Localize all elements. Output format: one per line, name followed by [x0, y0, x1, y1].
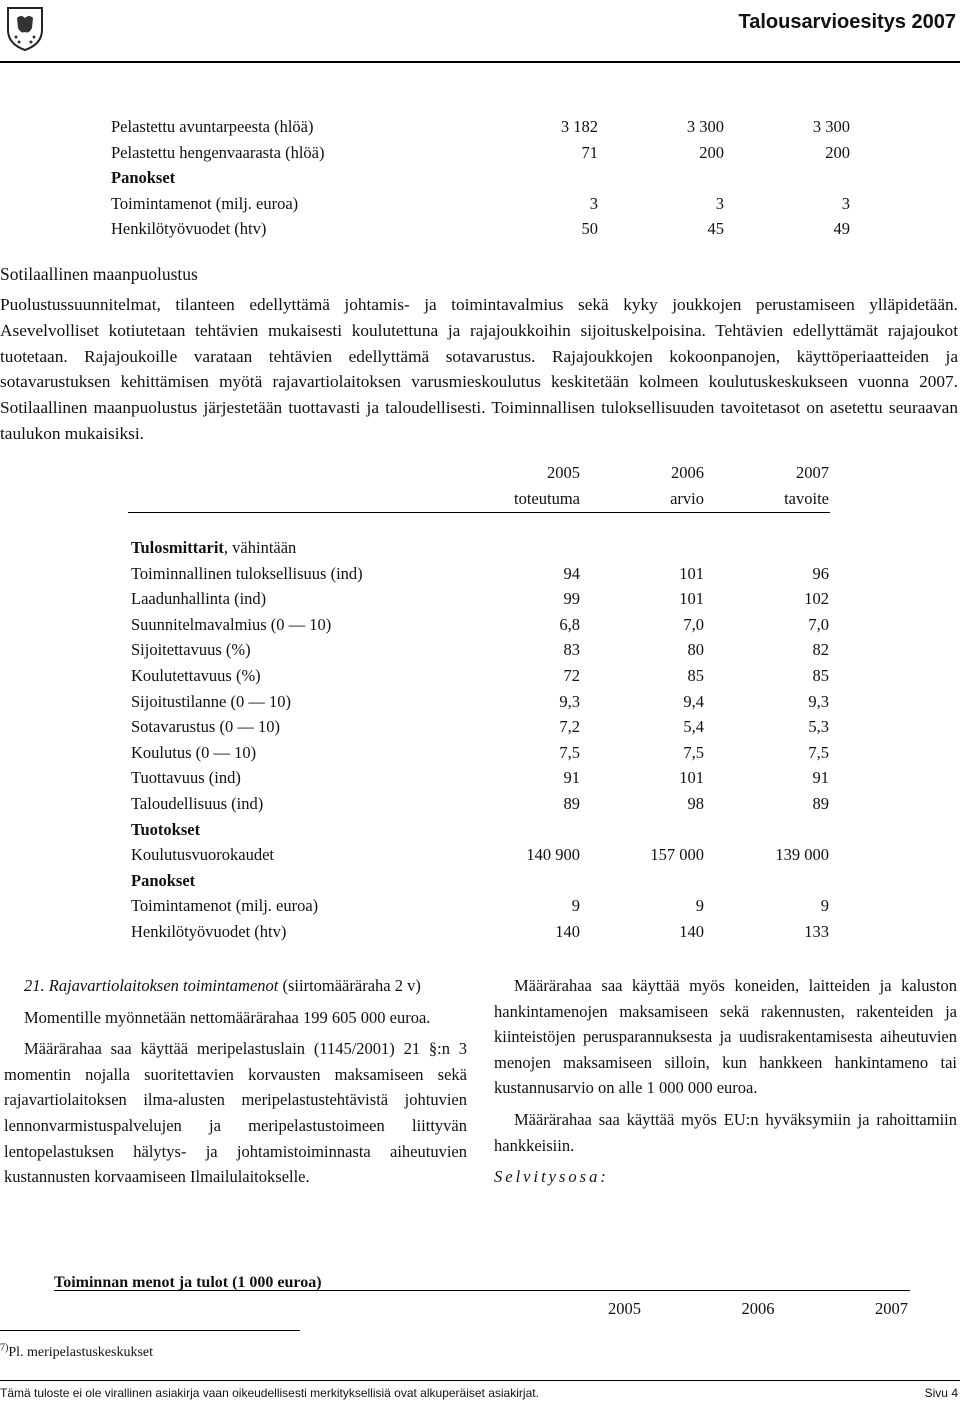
row-label: Koulutus (0 — 10): [131, 742, 257, 762]
row-value: 9,4: [683, 691, 704, 711]
row-value: 91: [563, 768, 580, 788]
table-header-rule: [128, 512, 830, 513]
col-year: 2006: [671, 463, 704, 482]
row-value: 157 000: [650, 845, 704, 865]
col-kind: toteutuma: [514, 488, 580, 508]
col-kind: tavoite: [784, 488, 829, 508]
table-row: [131, 817, 829, 843]
row-label: Pelastettu avuntarpeesta (hlöä): [111, 117, 314, 136]
row-value: 200: [825, 142, 850, 162]
row-label: Taloudellisuus (ind): [131, 793, 264, 813]
row-value: 85: [812, 665, 829, 685]
row-value: 7,0: [808, 614, 829, 634]
row-value: 7,5: [683, 742, 704, 762]
coat-of-arms-icon: [5, 4, 45, 52]
footnote: [0, 1343, 153, 1363]
section-heading: Sotilaallinen maanpuolustus: [0, 264, 198, 284]
row-label: Panokset: [131, 870, 196, 890]
row-value: 80: [687, 640, 704, 660]
item-title: Rajavartiolaitoksen toimintamenot: [48, 976, 279, 995]
footnote-marker: 7): [0, 1342, 9, 1354]
row-label: Toimintamenot (milj. euroa): [111, 193, 299, 213]
table-row: [131, 842, 829, 868]
row-value: 3 182: [560, 117, 598, 136]
footnote-rule: [0, 1330, 300, 1331]
row-value: 140: [679, 921, 704, 941]
table-row: [131, 740, 829, 766]
row-value: 9,3: [559, 691, 580, 711]
bottom-year: 2005: [608, 1299, 641, 1318]
row-value: 7,2: [559, 717, 580, 737]
row-label: Tuotokset: [131, 819, 201, 839]
performance-table: [131, 535, 829, 945]
row-value: 9: [695, 896, 704, 916]
col-header-2006: [604, 460, 704, 511]
item-suffix: (siirtomääräraha 2 v): [282, 976, 421, 995]
row-value: 96: [812, 563, 829, 583]
bottom-year: 2006: [741, 1299, 775, 1318]
page-number: Sivu 4: [924, 1386, 958, 1400]
col-header-2007: [729, 460, 829, 511]
row-value: 49: [833, 219, 850, 239]
row-label: Henkilötyövuodet (htv): [111, 219, 267, 239]
selvitysosa-label: Selvitysosa:: [494, 1167, 609, 1187]
row-value: 5,4: [683, 717, 704, 737]
row-value: 5,3: [808, 717, 829, 737]
document-title: Talousarvioesitys 2007: [738, 11, 956, 33]
header-rule: [0, 61, 960, 63]
row-label: Toimintamenot (milj. euroa): [131, 896, 319, 916]
footnote-text: Pl. meripelastuskeskukset: [8, 1345, 153, 1360]
row-value: 3: [841, 193, 850, 213]
bottom-table-title: Toiminnan menot ja tulot (1 000 euroa): [54, 1274, 322, 1291]
table-row: [131, 791, 829, 817]
row-label: Panokset: [111, 168, 176, 188]
row-value: 3: [715, 193, 724, 213]
row-value: 139 000: [775, 845, 829, 865]
row-value: 94: [563, 563, 580, 583]
row-value: 82: [812, 640, 829, 660]
row-value: 91: [812, 768, 829, 788]
footer-disclaimer: Tämä tuloste ei ole virallinen asiakirja vaan oikeudellisesti merkityksellisiä ovat alkuperäiset asiakirjat.: [0, 1386, 539, 1400]
row-label: Tuottavuus (ind): [131, 768, 241, 788]
col-kind: arvio: [670, 488, 704, 508]
row-value: 200: [699, 142, 724, 162]
footer-rule: [0, 1380, 960, 1381]
table-row: [131, 714, 829, 740]
row-value: 45: [707, 219, 724, 239]
section-paragraph: Puolustussuunnitelmat, tilanteen edellyttämä johtamis- ja toimintavalmius sekä kyky joukkojen perustamiseen ylläpidetään. Asevelvolliset kotiutetaan tehtävien mukaisesti koulutettuna ja rajajoukkoihin sijoituskelpoisina. Tehtävien edellyttämät rajajoukot tuotetaan. Rajajoukoille varataan tehtävien edellyttämä sotavarustus. Rajajoukkojen kokoonpanojen, käyttöperiaatteiden ja sotavarustuksen kehittämisen myötä rajavartiolaitoksen varusmieskoulutus keskitetään kolmeen koulutuskeskukseen vuonna 2007. Sotilaallinen maanpuolustus järjestetään tuottavasti ja taloudellisesti. Toiminnallisen tuloksellisuuden tavoitetasot on asetettu seuraavan taulukon mukaisiksi.: [0, 295, 958, 443]
row-value: 140: [555, 921, 580, 941]
row-value: 140 900: [526, 845, 580, 865]
row-value: 9: [820, 896, 829, 916]
right-paragraph-2: Määrärahaa saa käyttää myös EU:n hyväksymiin ja rahoittamiin hankkeisiin.: [494, 1109, 957, 1155]
table-row: [131, 612, 829, 638]
row-label: Koulutettavuus (%): [131, 665, 261, 685]
left-column: [4, 973, 467, 1190]
col-header-2005: [480, 460, 580, 511]
row-value: 98: [687, 793, 704, 813]
row-label: Sijoitettavuus (%): [131, 640, 251, 660]
col-year: 2005: [547, 463, 580, 482]
top-indicator-table: [111, 114, 850, 242]
row-value: 9,3: [808, 691, 829, 711]
bottom-table-rule: [54, 1290, 910, 1291]
page-footer: [0, 1384, 958, 1402]
col-year: 2007: [796, 463, 829, 482]
right-paragraph-1: Määrärahaa saa käyttää myös koneiden, laitteiden ja kaluston hankintamenojen maksamiseen sekä rakennusten, rakenteiden ja kiinteistöjen perusparannuksesta ja uudisrakentamisesta aiheutuvien menojen maksamiseen silloin, kun hankkeen hankintameno tai kustannusarvio on alle 1 000 000 euroa.: [494, 976, 957, 1098]
bottom-year: 2007: [875, 1299, 908, 1318]
row-value: 3 300: [812, 117, 850, 136]
row-value: 3 300: [686, 117, 724, 136]
table-row: [111, 216, 850, 242]
table-row-heading: [131, 535, 829, 561]
heading-bold: Tulosmittarit: [131, 538, 224, 557]
row-value: 3: [589, 193, 598, 213]
row-value: 101: [679, 589, 704, 609]
row-value: 7,0: [683, 614, 704, 634]
table-row: [131, 868, 829, 894]
row-value: 101: [679, 768, 704, 788]
table-row: [111, 165, 850, 191]
table-row: [131, 561, 829, 587]
row-value: 9: [571, 896, 580, 916]
row-value: 85: [687, 665, 704, 685]
table-row: [111, 114, 850, 140]
row-label: Sotavarustus (0 — 10): [131, 717, 280, 737]
table-row: [131, 637, 829, 663]
row-value: 89: [812, 793, 829, 813]
row-label: Koulutusvuorokaudet: [131, 845, 274, 865]
item-number: 21.: [24, 976, 45, 995]
row-value: 6,8: [559, 614, 580, 634]
row-label: Suunnitelmavalmius (0 — 10): [131, 614, 332, 634]
table-row: [131, 765, 829, 791]
table-row: [131, 663, 829, 689]
row-label: Pelastettu hengenvaarasta (hlöä): [111, 142, 325, 162]
table-row: [111, 191, 850, 217]
heading-rest: , vähintään: [223, 538, 297, 557]
row-value: 99: [563, 589, 580, 609]
row-label: Sijoitustilanne (0 — 10): [131, 691, 291, 711]
left-paragraph-1: Momentille myönnetään nettomäärärahaa 199 605 000 euroa.: [24, 1007, 431, 1027]
row-label: Henkilötyövuodet (htv): [131, 921, 287, 941]
right-column: [494, 973, 957, 1190]
table-row: [131, 586, 829, 612]
row-value: 83: [563, 640, 580, 660]
bottom-table-years: [608, 1296, 908, 1322]
row-label: Toiminnallinen tuloksellisuus (ind): [131, 563, 363, 583]
table-row: [131, 689, 829, 715]
row-value: 133: [804, 921, 829, 941]
row-label: Laadunhallinta (ind): [131, 589, 267, 609]
table-row: [131, 893, 829, 919]
row-value: 89: [563, 793, 580, 813]
table-row: [131, 919, 829, 945]
left-paragraph-2: Määrärahaa saa käyttää meripelastuslain (1145/2001) 21 §:n 3 momentin nojalla suoritettavien korvausten maksamiseen sekä rajavartiolaitoksen ilma-alusten meripelastustehtävistä johtuvien lennonvarmistuspalvelujen ja meripelastustoimeen liittyvän lentopelastuksen hälytys- ja johtamistoiminnasta aiheutuvien kustannusten korvaamiseen Ilmailulaitokselle.: [4, 1039, 467, 1187]
row-value: 101: [679, 563, 704, 583]
row-value: 50: [581, 219, 598, 239]
row-value: 102: [804, 589, 829, 609]
row-value: 7,5: [559, 742, 580, 762]
row-value: 7,5: [808, 742, 829, 762]
table-row: [111, 140, 850, 166]
row-value: 71: [581, 142, 598, 162]
row-value: 72: [563, 665, 580, 685]
